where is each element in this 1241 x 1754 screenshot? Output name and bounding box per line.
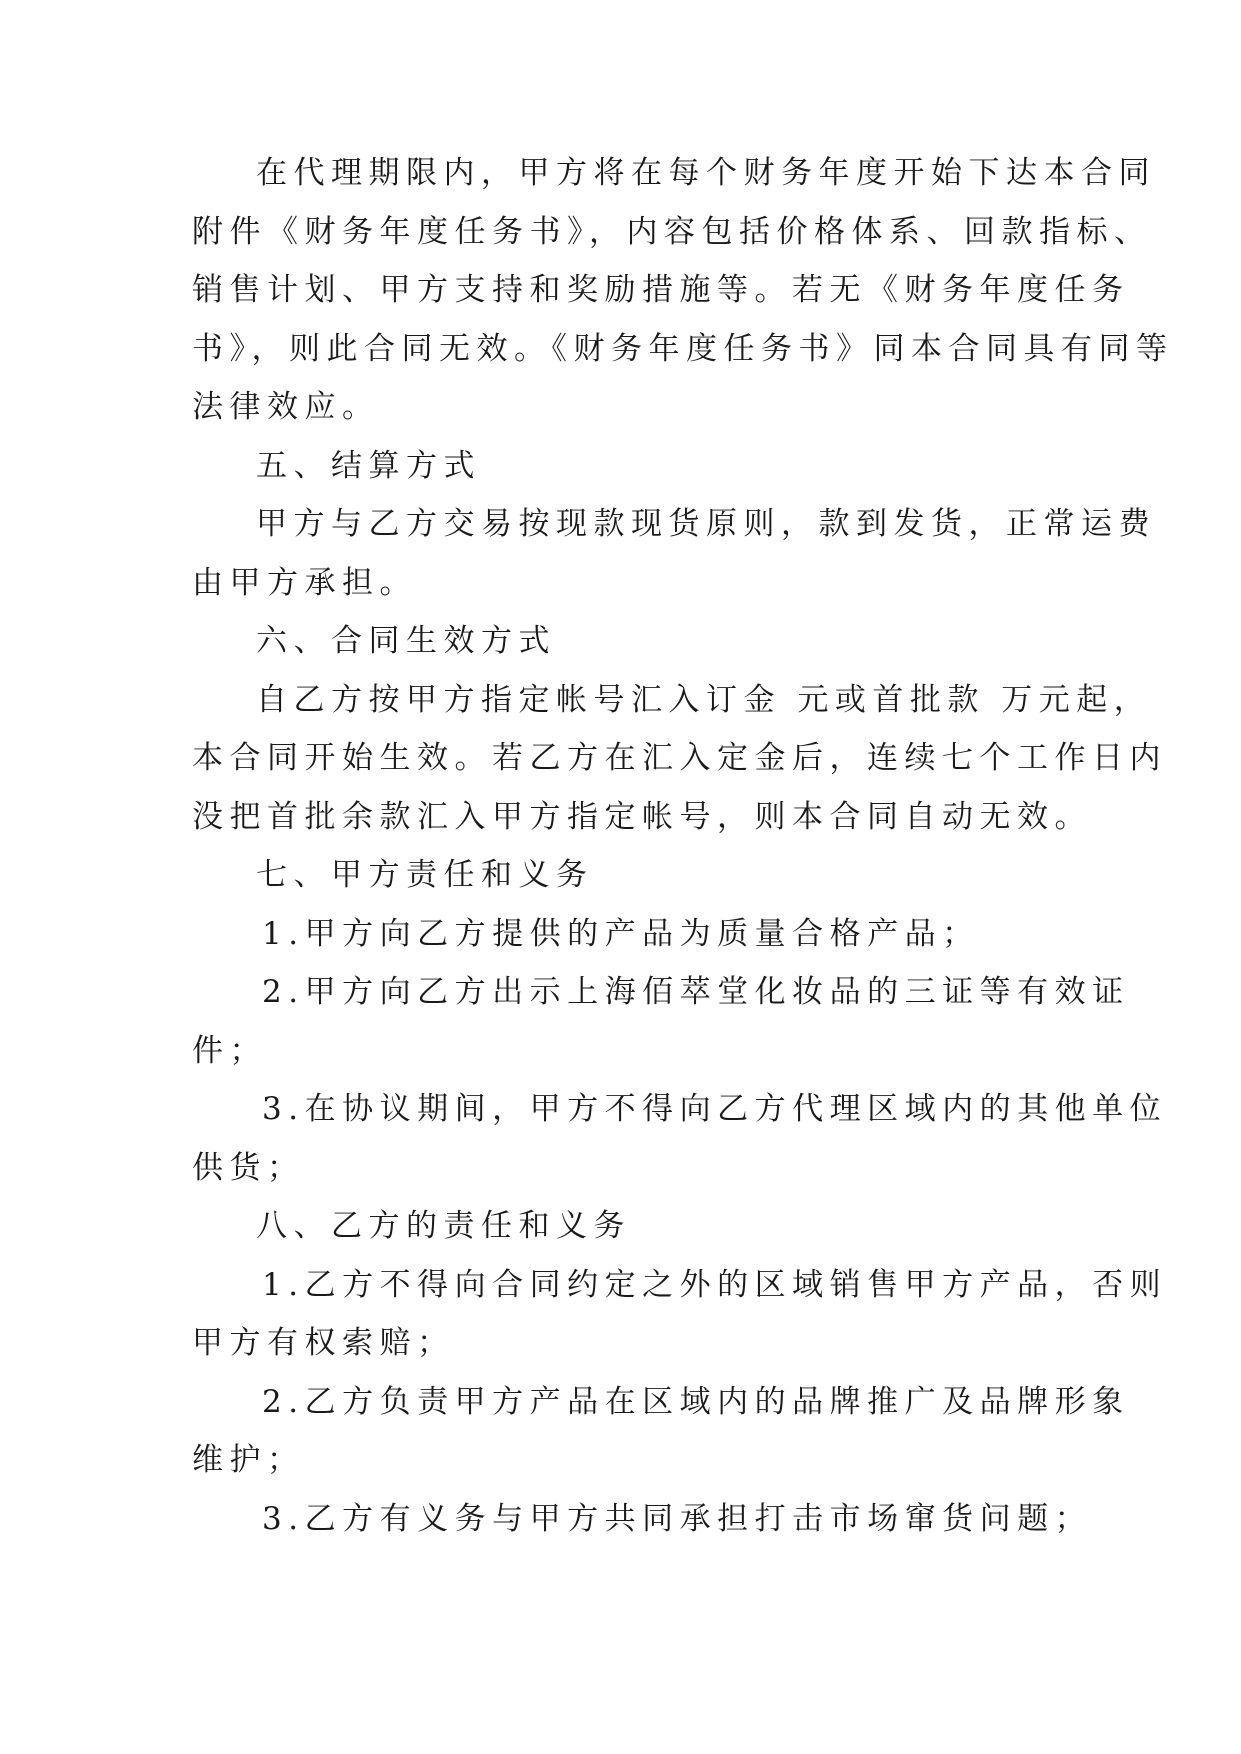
- paragraph-line: 没把首批余款汇入甲方指定帐号，则本合同自动无效。: [192, 798, 1092, 835]
- section-heading: 五、结算方式: [256, 447, 481, 484]
- list-item: 2.乙方负责甲方产品在区域内的品牌推广及品牌形象: [262, 1383, 1130, 1420]
- section-heading: 七、甲方责任和义务: [256, 857, 594, 893]
- section-heading: 八、乙方的责任和义务: [256, 1208, 631, 1244]
- list-item-continuation: 维护；: [192, 1442, 305, 1478]
- list-item: 1.乙方不得向合同约定之外的区域销售甲方产品，否则: [262, 1266, 1168, 1303]
- paragraph-line: 销售计划、甲方支持和奖励措施等。若无《财务年度任务: [192, 272, 1130, 308]
- list-item: 3.乙方有义务与甲方共同承担打击市场窜货问题；: [262, 1500, 1093, 1537]
- paragraph-line: 法律效应。: [192, 389, 380, 425]
- paragraph-line: 甲方与乙方交易按现款现货原则，款到发货，正常运费: [256, 506, 1156, 542]
- paragraph-line: 自乙方按甲方指定帐号汇入订金 元或首批款 万元起，: [256, 681, 1152, 718]
- paragraph-line: 书》，则此合同无效。《财务年度任务书》同本合同具有同等: [192, 330, 1174, 367]
- paragraph-line: 本合同开始生效。若乙方在汇入定金后，连续七个工作日内: [192, 740, 1167, 776]
- document-body: [192, 155, 1174, 1559]
- list-item-continuation: 件；: [192, 1032, 267, 1069]
- list-item: 1.甲方向乙方提供的产品为质量合格产品；: [262, 915, 980, 952]
- list-item-continuation: 甲方有权索赔；: [192, 1325, 455, 1361]
- paragraph-line: 由甲方承担。: [192, 564, 417, 601]
- paragraph-line: 附件《财务年度任务书》，内容包括价格体系、回款指标、: [192, 213, 1152, 250]
- list-item: 3.在协议期间，甲方不得向乙方代理区域内的其他单位: [262, 1091, 1168, 1127]
- paragraph-line: 在代理期限内，甲方将在每个财务年度开始下达本合同: [256, 155, 1156, 191]
- section-heading: 六、合同生效方式: [256, 623, 556, 659]
- list-item-continuation: 供货；: [192, 1149, 305, 1186]
- list-item: 2.甲方向乙方出示上海佰萃堂化妆品的三证等有效证: [262, 974, 1130, 1010]
